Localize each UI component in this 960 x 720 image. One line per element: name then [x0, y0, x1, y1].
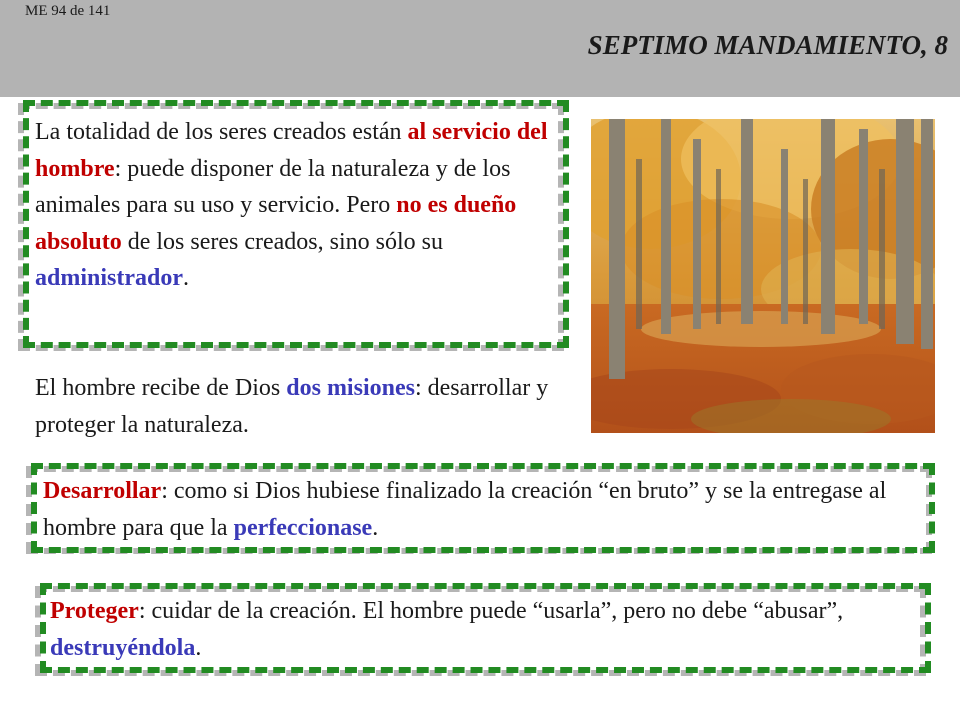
p3-text-1: : como si Dios hubiese finalizado la creación “en bruto” y se la entregase al hombre para que la [43, 478, 887, 541]
p1-text-4: . [183, 265, 190, 291]
p1-highlight-administrador: administrador [35, 265, 184, 291]
p1-text-3: de los seres creados, sino sólo su [121, 228, 443, 255]
paragraph-misiones [35, 370, 565, 443]
paragraph-servicio [35, 114, 555, 297]
p1-highlight-servicio: al servicio del hombre [35, 119, 548, 182]
paragraph-desarrollar [43, 473, 928, 546]
p3-highlight-perfeccionase: perfeccionase [233, 514, 373, 541]
header-bar [0, 0, 960, 97]
autumn-forest-image [591, 119, 935, 433]
p1-text-2: : puede disponer de la naturaleza y de los animales para su uso y servicio. Pero [35, 155, 511, 218]
slide-title: SEPTIMO MANDAMIENTO, 8 [587, 30, 948, 60]
page-counter: ME 94 de 141 [25, 3, 111, 19]
p4-text-2: . [195, 634, 202, 661]
p2-text-1: El hombre recibe de Dios [35, 375, 287, 401]
p4-highlight-proteger: Proteger [50, 598, 139, 624]
p1-highlight-dueno: no es dueño absoluto [35, 192, 517, 255]
p4-highlight-destruyendola: destruyéndola [50, 634, 196, 661]
p3-highlight-desarrollar: Desarrollar [43, 478, 162, 504]
forest-photo [591, 119, 935, 433]
p2-text-2: : desarrollar y proteger la naturaleza. [35, 375, 549, 438]
p3-text-2: . [372, 514, 379, 541]
p4-text-1: : cuidar de la creación. El hombre puede “usarla”, pero no debe “abusar”, [138, 598, 844, 624]
paragraph-proteger [50, 593, 920, 666]
p1-text-1: La totalidad de los seres creados están [35, 119, 408, 145]
p2-highlight-misiones: dos misiones [286, 375, 415, 401]
